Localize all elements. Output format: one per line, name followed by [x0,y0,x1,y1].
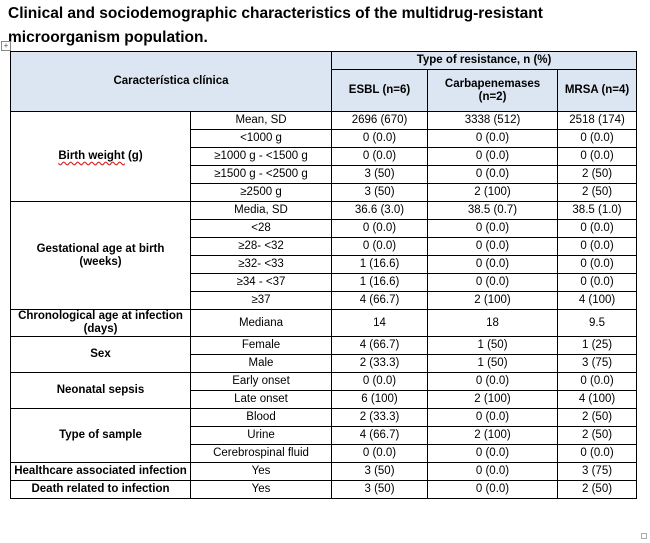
row-label-cell: Male [191,355,332,373]
group-label-text: Healthcare associated infection [14,465,187,477]
group-label-text: Birth weight [58,150,125,162]
value-cell: 38.5 (1.0) [558,202,637,220]
value-cell: 6 (100) [332,391,428,409]
value-cell: 3338 (512) [428,112,558,130]
column-header-carbapenemases: Carbapenemases (n=2) [428,70,558,112]
value-cell: 0 (0.0) [428,238,558,256]
value-cell: 4 (66.7) [332,427,428,445]
value-cell: 0 (0.0) [558,220,637,238]
value-cell: 2 (100) [428,391,558,409]
value-cell: 36.6 (3.0) [332,202,428,220]
table-row [11,463,637,481]
value-cell: 2 (50) [558,481,637,499]
value-cell: 0 (0.0) [332,130,428,148]
row-label-cell: Media, SD [191,202,332,220]
value-cell: 9.5 [558,310,637,337]
value-cell: 38.5 (0.7) [428,202,558,220]
value-cell: 1 (16.6) [332,274,428,292]
title-line-2: microorganism population. [8,29,208,46]
value-cell: 0 (0.0) [332,148,428,166]
row-label-cell: Yes [191,481,332,499]
table-row [11,409,637,427]
value-cell: 0 (0.0) [428,166,558,184]
value-cell: 2696 (670) [332,112,428,130]
value-cell: 1 (50) [428,337,558,355]
group-label-text: Sex [90,348,111,360]
title-line-1: Clinical and sociodemographic characteristics of the multidrug-resistant [8,5,543,22]
value-cell: 3 (75) [558,355,637,373]
value-cell: 0 (0.0) [428,148,558,166]
row-group-label [11,463,191,481]
value-cell: 2518 (174) [558,112,637,130]
row-group-label [11,310,191,337]
value-cell: 18 [428,310,558,337]
group-label-text: Type of sample [59,429,142,441]
row-label-cell: ≥28- <32 [191,238,332,256]
row-label-cell: ≥32- <33 [191,256,332,274]
group-label-text: Death related to infection [31,483,170,495]
table-resize-handle-icon[interactable] [641,533,647,539]
value-cell: 2 (50) [558,427,637,445]
table-row [11,481,637,499]
value-cell: 0 (0.0) [332,373,428,391]
value-cell: 14 [332,310,428,337]
value-cell: 2 (33.3) [332,409,428,427]
row-label-cell: Mediana [191,310,332,337]
value-cell: 0 (0.0) [428,445,558,463]
row-label-cell: Blood [191,409,332,427]
row-label-cell: Urine [191,427,332,445]
value-cell: 0 (0.0) [428,274,558,292]
row-label-cell: <28 [191,220,332,238]
table-row [11,373,637,391]
value-cell: 3 (50) [332,166,428,184]
value-cell: 2 (50) [558,184,637,202]
group-label-text: Neonatal sepsis [56,384,145,396]
row-group-label [11,337,191,373]
row-label-cell: <1000 g [191,130,332,148]
value-cell: 0 (0.0) [428,256,558,274]
value-cell: 0 (0.0) [428,130,558,148]
value-cell: 0 (0.0) [332,445,428,463]
value-cell: 0 (0.0) [428,220,558,238]
row-label-cell: Yes [191,463,332,481]
group-label-text: Chronological age at infection (days) [18,310,183,335]
column-header-mrsa: MRSA (n=4) [558,70,637,112]
value-cell: 0 (0.0) [428,481,558,499]
value-cell: 3 (50) [332,184,428,202]
table-row [11,202,637,220]
row-label-cell: ≥37 [191,292,332,310]
row-group-label [11,373,191,409]
document-title [8,2,644,50]
table-row [11,112,637,130]
value-cell: 2 (33.3) [332,355,428,373]
row-group-label [11,202,191,310]
row-group-label [11,112,191,202]
row-label-cell: Late onset [191,391,332,409]
row-label-cell: Early onset [191,373,332,391]
table-move-handle-icon[interactable]: + [1,41,11,51]
value-cell: 0 (0.0) [428,373,558,391]
row-label-cell: Female [191,337,332,355]
corner-header: Característica clínica [11,52,332,112]
value-cell: 0 (0.0) [558,256,637,274]
value-cell: 2 (50) [558,166,637,184]
row-label-cell: ≥34 - <37 [191,274,332,292]
characteristics-table [10,51,637,499]
value-cell: 0 (0.0) [558,373,637,391]
group-label-text: Gestational age at birth (weeks) [36,242,165,268]
group-label-suffix: (g) [124,150,143,162]
value-cell: 4 (100) [558,391,637,409]
row-label-cell: ≥1000 g - <1500 g [191,148,332,166]
value-cell: 3 (50) [332,463,428,481]
column-header-esbl: ESBL (n=6) [332,70,428,112]
value-cell: 0 (0.0) [558,238,637,256]
value-cell: 2 (100) [428,292,558,310]
resistance-group-header: Type of resistance, n (%) [332,52,637,70]
row-label-cell: Cerebrospinal fluid [191,445,332,463]
value-cell: 0 (0.0) [428,463,558,481]
value-cell: 2 (50) [558,409,637,427]
row-label-cell: ≥2500 g [191,184,332,202]
value-cell: 0 (0.0) [558,445,637,463]
value-cell: 0 (0.0) [558,148,637,166]
row-label-cell: Mean, SD [191,112,332,130]
value-cell: 0 (0.0) [332,238,428,256]
value-cell: 4 (66.7) [332,292,428,310]
value-cell: 2 (100) [428,427,558,445]
table-row [11,310,637,337]
table-body [11,112,637,499]
value-cell: 4 (100) [558,292,637,310]
row-group-label [11,409,191,463]
row-label-cell: ≥1500 g - <2500 g [191,166,332,184]
value-cell: 1 (50) [428,355,558,373]
value-cell: 1 (25) [558,337,637,355]
value-cell: 3 (75) [558,463,637,481]
value-cell: 0 (0.0) [558,130,637,148]
value-cell: 3 (50) [332,481,428,499]
value-cell: 2 (100) [428,184,558,202]
table-row [11,337,637,355]
row-group-label [11,481,191,499]
value-cell: 0 (0.0) [428,409,558,427]
value-cell: 0 (0.0) [558,274,637,292]
value-cell: 1 (16.6) [332,256,428,274]
value-cell: 0 (0.0) [332,220,428,238]
value-cell: 4 (66.7) [332,337,428,355]
